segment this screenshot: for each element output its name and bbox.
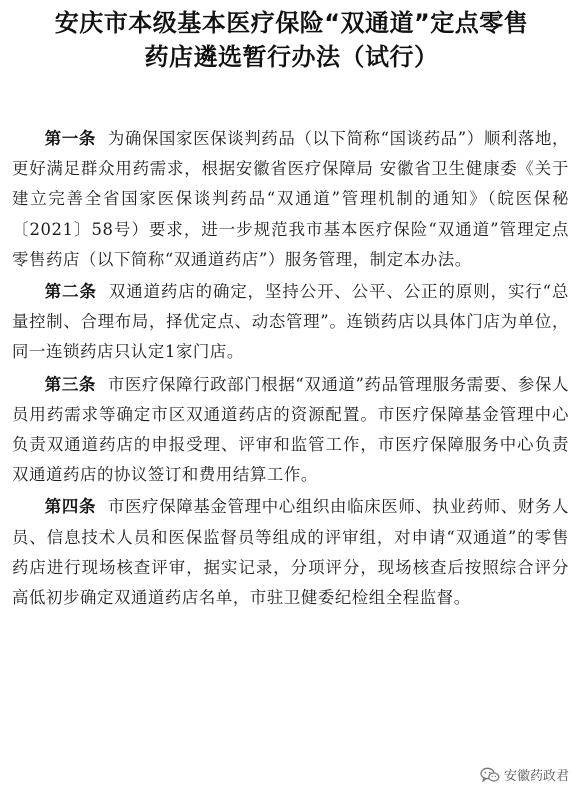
article-text: 市医疗保障行政部门根据“双通道”药品管理服务需要、参保人员用药需求等确定市区双通道药店的资源配置。市医疗保障基金管理中心负责双通道药店的申报受理、评审和监管工作，市医疗保障服务中心负责双通道药店的协议签订和费用结算工作。 xyxy=(12,374,569,485)
article-3 xyxy=(12,370,569,491)
article-number: 第一条 xyxy=(44,129,96,148)
watermark-text: 安徽药政君 xyxy=(503,769,569,784)
article-1 xyxy=(12,124,569,275)
title-line-2: 药店遴选暂行办法（试行） xyxy=(144,43,439,71)
article-text: 市医疗保障基金管理中心组织由临床医师、执业药师、财务人员、信息技术人员和医保监督员等组成的评审组，对申请“双通道”的零售药店进行现场核查评审，据实记录，分项评分，现场核查后按照综合评分高低初步确定双通道药店名单，市驻卫健委纪检组全程监督。 xyxy=(12,497,569,608)
title-line-1: 安庆市本级基本医疗保险“双通道”定点零售 xyxy=(54,9,529,37)
source-watermark xyxy=(480,765,569,784)
article-number: 第三条 xyxy=(44,374,96,394)
article-text: 为确保国家医保谈判药品（以下简称“国谈药品”）顺利落地，更好满足群众用药需求，根据安徽省医疗保障局 安徽省卫生健康委《关于建立完善全省国家医保谈判药品“双通道”管理机制的通知》（皖医保秘〔2021〕58号）要求，进一步规范我市基本医疗保险“双通道”管理定点零售药店（以下简称“双通道药店”）服务管理，制定本办法。 xyxy=(12,129,569,269)
article-number: 第四条 xyxy=(44,497,97,517)
document-body xyxy=(10,124,573,613)
article-4 xyxy=(12,492,569,613)
article-number: 第二条 xyxy=(44,282,97,302)
wechat-icon xyxy=(480,767,500,783)
article-text: 双通道药店的确定，坚持公开、公平、公正的原则，实行“总量控制、合理布局，择优定点、动态管理”。连锁药店以具体门店为单位，同一连锁药店只认定1家门店。 xyxy=(12,282,569,362)
document-title xyxy=(10,6,573,74)
article-2 xyxy=(12,277,569,368)
